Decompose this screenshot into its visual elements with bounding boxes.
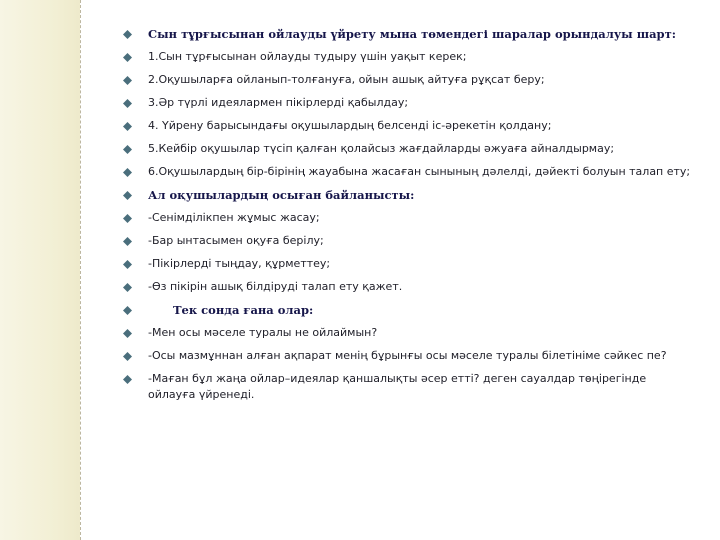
list-item-text: 4. Үйрену барысындағы оқушылардың белсенді іс-әрекетін қолдану; [148,119,552,132]
list-item [123,279,695,295]
list-item-text: 5.Кейбір оқушылар түсіп қалған қолайсыз жағдайларды әжуаға айналдырмау; [148,142,615,155]
bullet-icon [123,53,132,62]
bullet-icon [123,237,132,246]
list-item-text: -Бар ынтасымен оқуға берілу; [148,234,324,247]
list-item-text: Сын тұрғысынан ойлауды үйрету мына төмендегі шаралар орындалуы шарт: [148,27,676,41]
bullet-list [123,26,695,410]
list-item [123,95,695,111]
list-item [123,325,695,341]
list-item-text: 3.Әр түрлі идеялармен пікірлерді қабылдау; [148,96,409,109]
list-item [123,118,695,134]
list-item [123,348,695,364]
list-item-text: -Сенімділікпен жұмыс жасау; [148,211,320,224]
bullet-icon [123,352,132,361]
bullet-icon [123,168,132,177]
bullet-icon [123,214,132,223]
list-item [123,164,695,180]
list-item [123,26,695,42]
list-item [123,256,695,272]
list-item [123,141,695,157]
bullet-icon [123,76,132,85]
list-item [123,72,695,88]
list-item-text: 1.Сын тұрғысынан ойлауды тудыру үшін уақыт керек; [148,50,467,63]
side-panel [0,0,80,540]
bullet-icon [123,145,132,154]
bullet-icon [123,122,132,131]
bullet-icon [123,30,132,39]
list-item-text: Ал оқушылардың осыған байланысты: [148,188,415,202]
list-item-text: Тек сонда ғана олар: [173,303,314,317]
side-panel-border [80,0,81,540]
list-item-text: -Маған бұл жаңа ойлар–идеялар қаншалықты әсер етті? деген сауалдар төңірегінде ойлауға үйренеді. [148,372,647,401]
bullet-icon [123,329,132,338]
list-item-text: -Пікірлерді тыңдау, құрметтеу; [148,257,331,270]
list-item [123,371,695,403]
bullet-icon [123,306,132,315]
bullet-icon [123,191,132,200]
list-item [123,49,695,65]
list-item-text: -Мен осы мәселе туралы не ойлаймын? [148,326,378,339]
list-item-text: -Осы мазмұннан алған ақпарат менің бұрынғы осы мәселе туралы білетініме сәйкес пе? [148,349,667,362]
list-item [123,233,695,249]
list-item-text: 2.Оқушыларға ойланып-толғануға, ойын ашық айтуға рұқсат беру; [148,73,545,86]
bullet-icon [123,260,132,269]
bullet-icon [123,99,132,108]
list-item-text: 6.Оқушылардың бір-бірінің жауабына жасаған сынының дәлелді, дәйекті болуын талап ету; [148,165,691,178]
list-item-text: -Өз пікірін ашық білдіруді талап ету қажет. [148,280,403,293]
list-item [123,187,695,203]
list-item [123,302,695,318]
bullet-icon [123,283,132,292]
bullet-icon [123,375,132,384]
list-item [123,210,695,226]
